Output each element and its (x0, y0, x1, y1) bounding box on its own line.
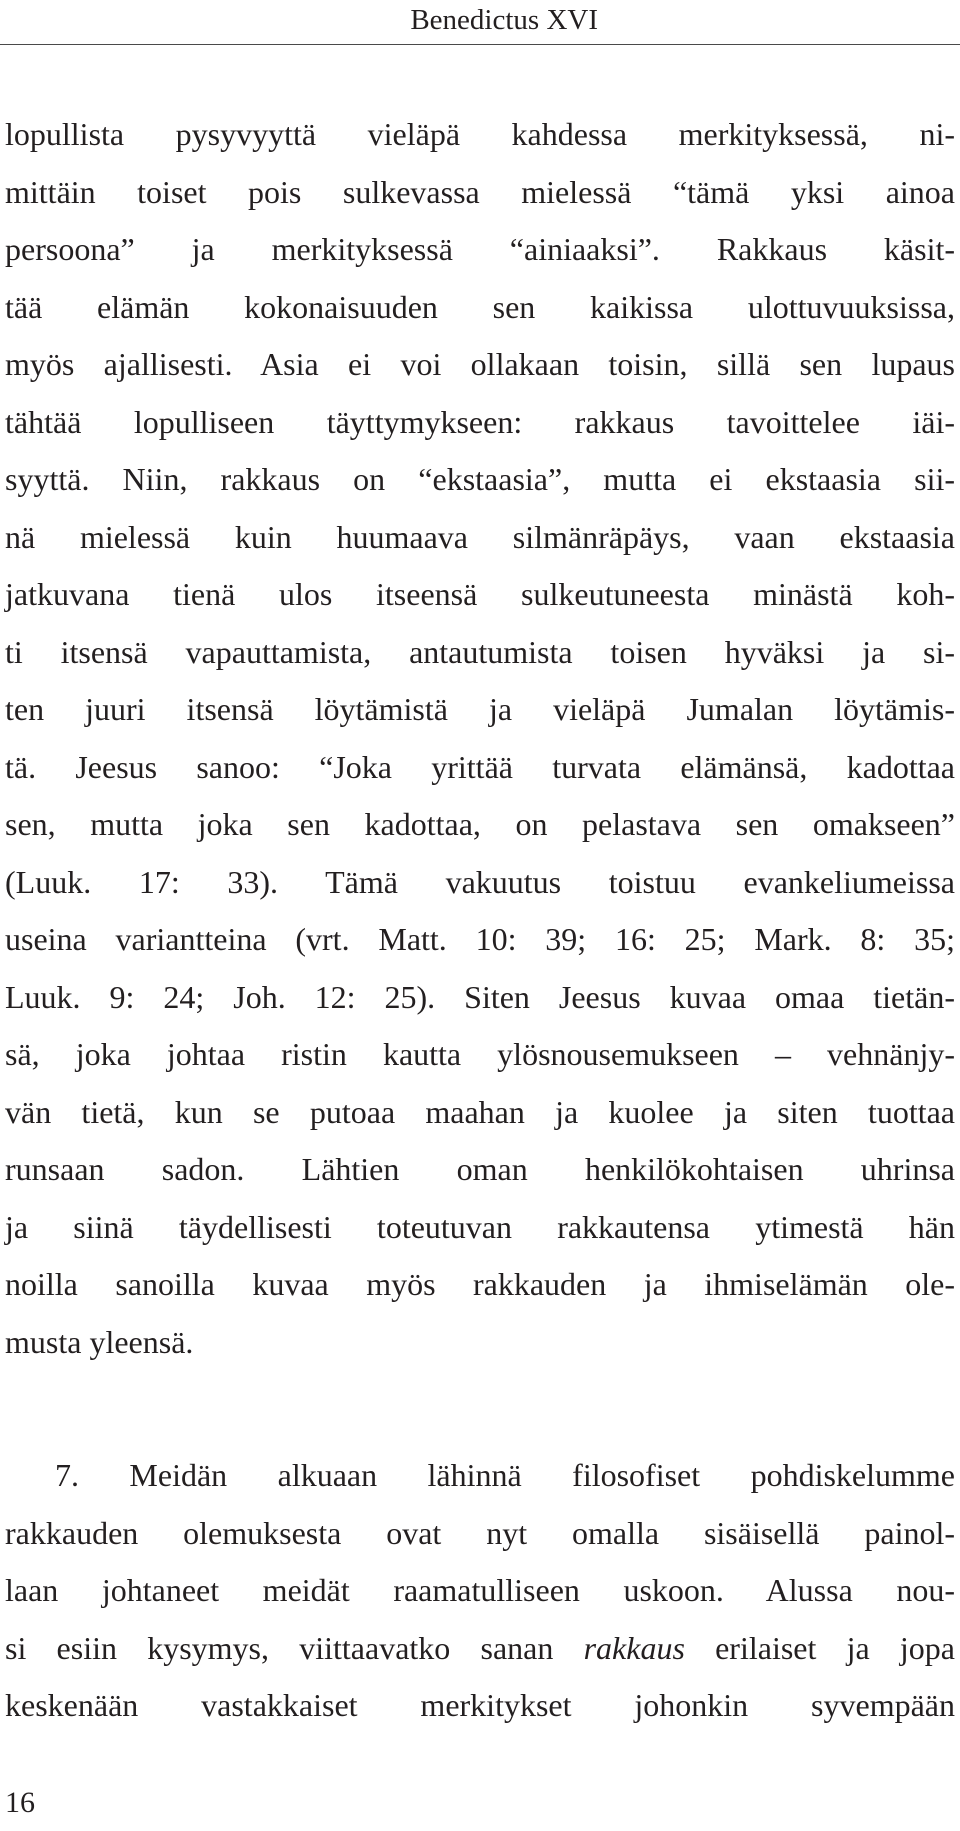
text-segment: si esiin kysymys, viittaavatko sanan (5, 1629, 584, 1666)
text-line: rakkauden olemuksesta ovat nyt omalla sisäisellä painol- (5, 1514, 955, 1551)
running-header (0, 0, 960, 45)
text-line: nä mielessä kuin huumaava silmänräpäys, vaan ekstaasia (5, 518, 955, 555)
page-body (5, 106, 955, 1735)
text-line-first-indented: 7. Meidän alkuaan lähinnä filosofiset pohdiskelumme (55, 1457, 955, 1493)
running-header-title: Benedictus XVI (410, 4, 598, 36)
text-line: sen, mutta joka sen kadottaa, on pelastava sen omakseen” (5, 806, 955, 842)
text-line: noilla sanoilla kuvaa myös rakkauden ja ihmiselämän ole- (5, 1266, 955, 1302)
text-line: myös ajallisesti. Asia ei voi ollakaan toisin, sillä sen lupaus (5, 346, 955, 382)
text-line-with-emphasis (5, 1620, 955, 1678)
text-line: syyttä. Niin, rakkaus on “ekstaasia”, mutta ei ekstaasia sii- (5, 461, 955, 497)
text-line: sä, joka johtaa ristin kautta ylösnousemukseen – vehnänjy- (5, 1036, 955, 1072)
emphasized-word: rakkaus (583, 1629, 685, 1666)
text-line: ti itsensä vapauttamista, antautumista toisen hyväksi ja si- (5, 633, 955, 670)
text-line: jatkuvana tienä ulos itseensä sulkeutuneesta minästä koh- (5, 576, 955, 612)
text-line: keskenään vastakkaiset merkitykset johonkin syvempään (5, 1687, 955, 1723)
text-line: tää elämän kokonaisuuden sen kaikissa ulottuvuuksissa, (5, 288, 955, 325)
text-line: laan johtaneet meidät raamatulliseen uskoon. Alussa nou- (5, 1572, 955, 1608)
paragraph-2 (5, 1447, 955, 1735)
text-line: lopullista pysyvyyttä vieläpä kahdessa merkityksessä, ni- (5, 116, 955, 152)
text-line: Luuk. 9: 24; Joh. 12: 25). Siten Jeesus kuvaa omaa tietän- (5, 978, 955, 1015)
text-line: tä. Jeesus sanoo: “Joka yrittää turvata elämänsä, kadottaa (5, 748, 955, 785)
paragraph-1 (5, 106, 955, 1371)
paragraph-spacer (5, 1371, 955, 1447)
text-line: persoona” ja merkityksessä “ainiaaksi”. Rakkaus käsit- (5, 231, 955, 267)
text-line-final: musta yleensä. (5, 1323, 194, 1360)
text-line: vän tietä, kun se putoaa maahan ja kuolee ja siten tuottaa (5, 1093, 955, 1130)
page-number: 16 (5, 1786, 35, 1819)
text-line: ja siinä täydellisesti toteutuvan rakkautensa ytimestä hän (5, 1208, 955, 1245)
text-line: useina variantteina (vrt. Matt. 10: 39; 16: 25; Mark. 8: 35; (5, 921, 955, 957)
text-line: tähtää lopulliseen täyttymykseen: rakkaus tavoittelee iäi- (5, 403, 955, 440)
text-line: ten juuri itsensä löytämistä ja vieläpä Jumalan löytämis- (5, 691, 955, 727)
text-segment: erilaiset ja jopa (684, 1629, 956, 1666)
text-line: mittäin toiset pois sulkevassa mielessä “tämä yksi ainoa (5, 173, 955, 210)
text-line: (Luuk. 17: 33). Tämä vakuutus toistuu evankeliumeissa (5, 863, 955, 900)
text-line: runsaan sadon. Lähtien oman henkilökohtaisen uhrinsa (5, 1151, 955, 1187)
